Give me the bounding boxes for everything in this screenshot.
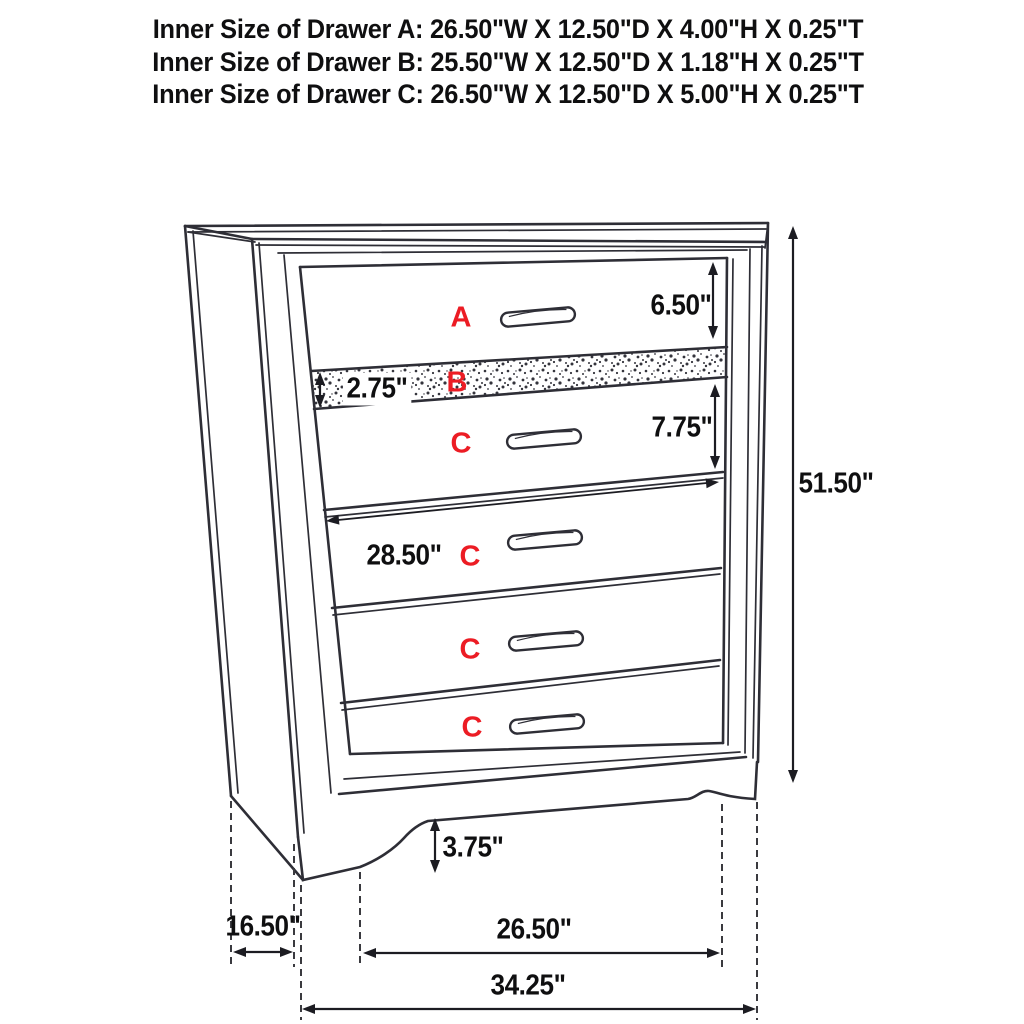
drawer-a-label: A <box>450 301 472 334</box>
side-panel <box>185 226 303 880</box>
drawer-c2-label: C <box>459 540 481 573</box>
dim-drawer-a-height: 6.50" <box>650 289 712 322</box>
dim-foot-height: 3.75" <box>442 831 504 864</box>
dim-overall-width: 34.25" <box>490 969 566 1002</box>
base-feet <box>298 762 757 880</box>
header-text <box>152 13 863 111</box>
dim-drawer-opening-width: 28.50" <box>366 539 442 572</box>
drawer-c3-label: C <box>459 633 481 666</box>
header-line-drawer-a: Inner Size of Drawer A: 26.50"W X 12.50"D X 4.00"H X 0.25"T <box>152 14 864 44</box>
drawer-c1-label: C <box>450 427 472 460</box>
drawer-b-label: B <box>446 366 468 399</box>
dim-depth: 16.50" <box>225 910 301 943</box>
dim-inner-width: 26.50" <box>496 913 572 946</box>
dim-overall-height: 51.50" <box>798 467 874 500</box>
top-face <box>185 223 768 248</box>
dim-drawer-c-height: 7.75" <box>651 411 713 444</box>
dim-drawer-b-height: 2.75" <box>343 373 411 406</box>
header-line-drawer-b: Inner Size of Drawer B: 25.50"W X 12.50"D X 1.18"H X 0.25"T <box>152 46 864 77</box>
header-line-drawer-c: Inner Size of Drawer C: 26.50"W X 12.50"D X 5.00"H X 0.25"T <box>152 79 864 109</box>
drawer-c4-label: C <box>461 711 483 744</box>
